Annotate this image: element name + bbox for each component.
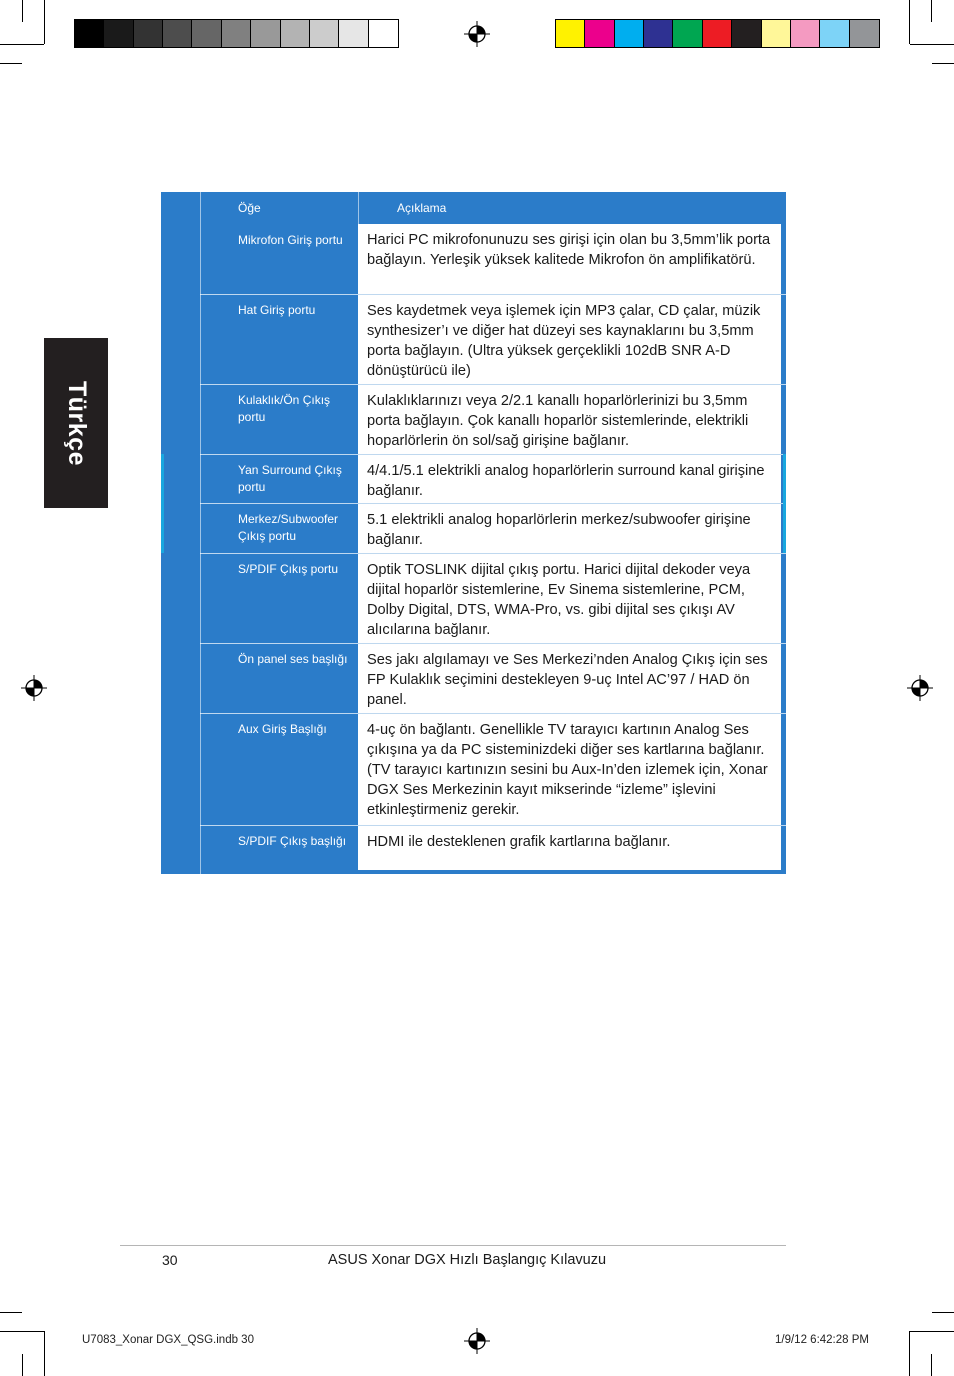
color-swatch (134, 20, 163, 47)
crop-mark (931, 1354, 932, 1376)
row-description: Kulaklıklarınızı veya 2/2.1 kanallı hoparlörlerinizi bu 3,5mm porta bağlayın. Çok kanallı hoparlör sistemlerinde, elektrikli hoparlörlerin ön sol/sağ girişine bağlanır. (358, 385, 781, 454)
color-swatch (75, 20, 104, 47)
table-row (161, 503, 786, 553)
process-color-bar (555, 19, 880, 48)
crop-mark (0, 44, 44, 45)
row-highlight-edge (783, 454, 786, 553)
crop-mark (909, 0, 910, 44)
table-header (161, 192, 786, 224)
crop-mark (931, 0, 932, 22)
color-swatch (791, 20, 820, 47)
row-description: 4/4.1/5.1 elektrikli analog hoparlörlerin surround kanal girişine bağlanır. (358, 455, 781, 503)
row-description: Ses kaydetmek veya işlemek için MP3 çalar, CD çalar, müzik synthesizer’ı ve diğer hat düzeyi ses kaynaklarını bu 3,5mm porta bağlayın. (Ultra yüksek gerçeklikli 102dB SNR A-D dönüştürücü ile) (358, 295, 781, 384)
color-swatch (585, 20, 614, 47)
color-swatch (251, 20, 280, 47)
color-swatch (820, 20, 849, 47)
row-item-name: S/PDIF Çıkış portu (238, 562, 339, 576)
table-row (161, 224, 786, 294)
color-swatch (163, 20, 192, 47)
row-description: HDMI ile desteklenen grafik kartlarına bağlanır. (358, 826, 781, 870)
crop-mark (0, 1312, 22, 1313)
color-swatch (281, 20, 310, 47)
color-swatch (369, 20, 398, 47)
table-row (161, 294, 786, 384)
color-swatch (104, 20, 133, 47)
table-row (161, 384, 786, 454)
registration-mark-icon (21, 675, 47, 701)
row-item-name: Hat Giriş portu (238, 303, 316, 317)
color-swatch (192, 20, 221, 47)
table-row (161, 713, 786, 825)
row-item-name: S/PDIF Çıkış başlığı (238, 834, 347, 848)
row-item-name: Yan Surround Çıkış portu (238, 463, 342, 494)
language-tab-label: Türkçe (62, 380, 91, 466)
crop-mark (22, 1354, 23, 1376)
slug-file: U7083_Xonar DGX_QSG.indb 30 (82, 1334, 254, 1346)
row-description: Optik TOSLINK dijital çıkış portu. Harici dijital dekoder veya dijital hoparlör sistemlerine, Ev Sinema sistemlerine, PCM, Dolby Digital, DTS, WMA-Pro, vs. gibi dijital ses çıkışı AV alıcılarına bağlanır. (358, 554, 781, 643)
crop-mark (910, 1331, 954, 1332)
color-swatch (339, 20, 368, 47)
color-swatch (762, 20, 791, 47)
row-highlight-edge (161, 454, 164, 553)
footer-rule (120, 1245, 786, 1246)
crop-mark (910, 44, 954, 45)
footer-title: ASUS Xonar DGX Hızlı Başlangıç Kılavuzu (328, 1252, 607, 1268)
table-row (161, 825, 786, 870)
table-row (161, 643, 786, 713)
row-item-name: Mikrofon Giriş portu (238, 233, 343, 247)
color-swatch (615, 20, 644, 47)
page-number: 30 (162, 1252, 178, 1268)
color-swatch (732, 20, 761, 47)
crop-mark (932, 63, 954, 64)
crop-mark (909, 1331, 910, 1376)
header-item: Öğe (238, 201, 261, 215)
registration-mark-icon (464, 21, 490, 47)
crop-mark (44, 0, 45, 44)
crop-mark (44, 1331, 45, 1376)
row-description: Ses jakı algılamayı ve Ses Merkezi’nden Analog Çıkış için ses FP Kulaklık seçimini destekleyen 9-uç Intel AC’97 / HAD ön panel. (358, 644, 781, 713)
row-item-name: Kulaklık/Ön Çıkış portu (238, 393, 331, 424)
row-item-name: Ön panel ses başlığı (238, 652, 348, 666)
port-table (161, 192, 786, 874)
color-swatch (556, 20, 585, 47)
crop-mark (0, 63, 22, 64)
registration-mark-icon (907, 675, 933, 701)
header-description: Açıklama (397, 201, 447, 215)
color-swatch (673, 20, 702, 47)
color-swatch (644, 20, 673, 47)
crop-mark (0, 1331, 44, 1332)
row-item-name: Aux Giriş Başlığı (238, 722, 327, 736)
table-row (161, 553, 786, 643)
table-row (161, 454, 786, 503)
grayscale-color-bar (74, 19, 399, 48)
color-swatch (222, 20, 251, 47)
row-description: 4-uç ön bağlantı. Genellikle TV tarayıcı kartının Analog Ses çıkışına ya da PC sisteminizdeki diğer ses kartlarına bağlanır. (TV tarayıcı kartınızın sesini bu Aux-In’den izlemek için, Xonar DGX Ses Merkezinin kayıt mikserinde “izleme” işlevini etkinleştirmeniz gerekir. (358, 714, 781, 825)
slug-timestamp: 1/9/12 6:42:28 PM (775, 1334, 869, 1346)
registration-mark-icon (464, 1328, 490, 1354)
color-swatch (850, 20, 879, 47)
language-tab (44, 338, 108, 508)
crop-mark (22, 0, 23, 22)
crop-mark (932, 1312, 954, 1313)
column-divider (358, 192, 359, 224)
row-item-name: Merkez/Subwoofer Çıkış portu (238, 512, 339, 543)
color-swatch (310, 20, 339, 47)
row-description: 5.1 elektrikli analog hoparlörlerin merkez/subwoofer girişine bağlanır. (358, 504, 781, 553)
color-swatch (703, 20, 732, 47)
row-description: Harici PC mikrofonunuzu ses girişi için olan bu 3,5mm’lik porta bağlayın. Yerleşik yüksek kalitede Mikrofon ön amplifikatörü. (358, 224, 781, 294)
